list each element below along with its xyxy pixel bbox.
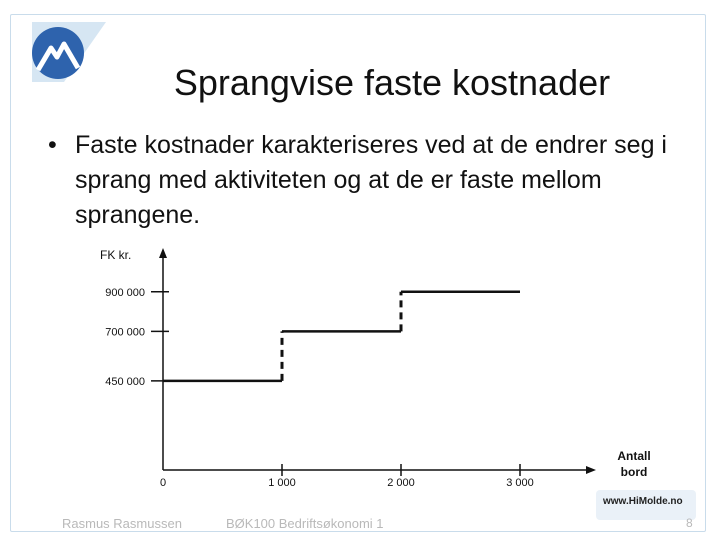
website-link[interactable]: www.HiMolde.no [603,496,683,507]
x-tick-label: 3 000 [506,477,534,489]
footer-course: BØK100 Bedriftsøkonomi 1 [226,516,384,531]
bullet-text: Faste kostnader karakteriseres ved at de endrer seg i sprang med aktiviteten og at de er faste mellom sprangene. [75,131,667,229]
y-axis-label: FK kr. [100,248,132,262]
y-tick-label: 450 000 [105,375,145,388]
x-axis-label: Antall bord [617,449,651,479]
y-tick-label: 700 000 [105,326,145,339]
slide-title: Sprangvise faste kostnader [173,62,611,103]
x-axis-arrow [586,466,596,474]
x-tick-label: 2 000 [387,477,415,489]
y-tick-label: 900 000 [105,286,145,299]
bullet-dot: • [48,131,57,159]
x-tick-label: 1 000 [268,477,296,489]
page-number: 8 [686,516,693,530]
footer-author: Rasmus Rasmussen [62,516,182,531]
y-axis-arrow [159,248,167,258]
x-tick-label: 0 [159,477,167,489]
